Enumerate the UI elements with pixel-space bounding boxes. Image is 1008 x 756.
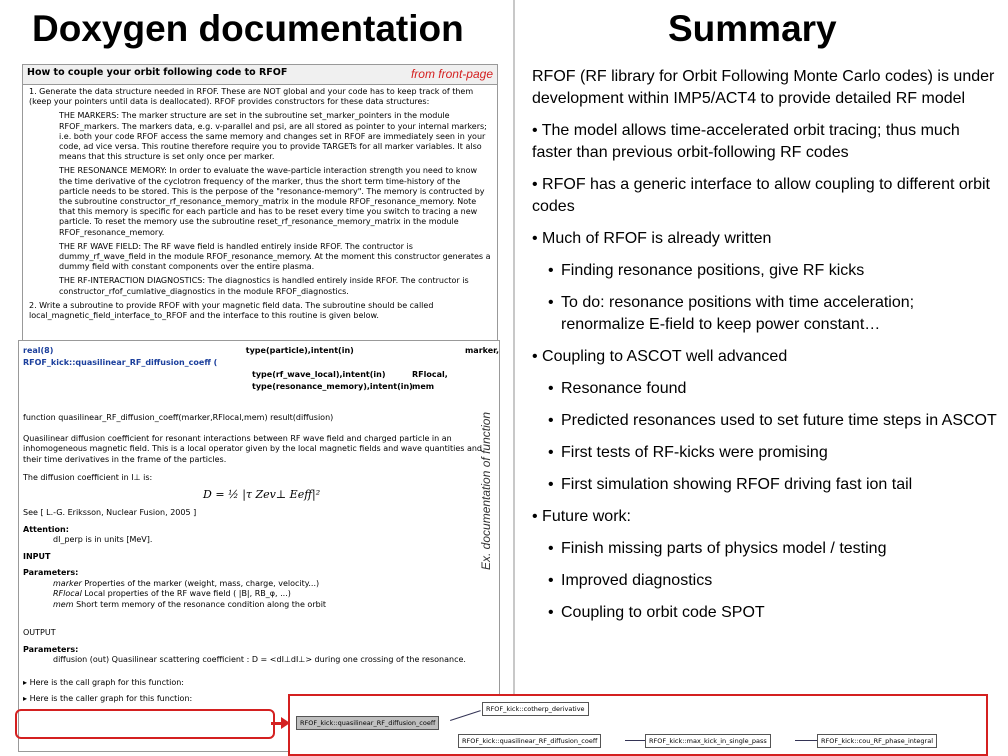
vertical-divider — [513, 0, 515, 756]
caller-graph-node-2[interactable]: RFOF_kick::cou_RF_phase_integral — [817, 734, 937, 748]
rotated-caption: Ex. documentation of function — [479, 411, 493, 570]
attention-text: dI_perp is in units [MeV]. — [53, 535, 153, 544]
step-2-text: 2. Write a subroutine to provide RFOF with your magnetic field data. The subroutine should be called local_magnetic_field_interface_to_RFOF and the interface to this routine is given below. — [29, 300, 434, 321]
caller-graph-edge — [795, 740, 817, 741]
sig-type-2: type(resonance_memory),intent(in) — [252, 382, 413, 391]
input-label: INPUT — [23, 551, 51, 561]
param-row: RFlocal Local properties of the RF wave field ( |B|, RB_φ, ...) — [53, 589, 291, 598]
see-reference: See [ L.-G. Eriksson, Nuclear Fusion, 2005 ] — [23, 508, 197, 517]
markers-text: THE MARKERS: The marker structure are set in the subroutine set_marker_pointers in the module RFOF_markers. The markers data, e.g. v-parallel and psi, are all stored as pointer to your internal markers; i.e. both your code RFOF access the same memory and changes set in RFOF are immediately seen in your code, ad vice versa. This routine therefore require you to provide TARGETs for all marker variables. It also means that this structure is set only once per marker. — [59, 111, 487, 162]
function-declaration: function quasilinear_RF_diffusion_coeff(marker,RFlocal,mem) result(diffusion) — [23, 413, 334, 422]
resonance-memory-text: THE RESONANCE MEMORY: In order to evaluate the wave-particle interaction strength you need to know the time derivative of the cyclotron frequency of the marker, thus the short term time-history of the particle needs to be stored. This is the perpose of the "resonance-memory". The memory is contructed by the subroutine constructor_rf_resonance_memory_matrix in the module RFOF_resonance_memory. Note that this memory is specific for each particle and has to be reset every time you switch to tracing a new particle. To reset the memory use the subroutine reset_rf_resonance_memory_matrix in the module RFOF_resonance_memory. — [59, 166, 485, 237]
call-graph-root-node[interactable]: RFOF_kick::quasilinear_RF_diffusion_coeff — [296, 716, 439, 730]
output-label: OUTPUT — [23, 628, 56, 637]
param-row: mem Short term memory of the resonance condition along the orbit — [53, 599, 327, 609]
sig-arg-0: marker, — [464, 346, 499, 355]
summary-bullet-3: • Much of RFOF is already written — [532, 230, 772, 247]
function-description: Quasilinear diffusion coefficient for resonant interactions between RF wave field and charged particle in an inhomogeneous magnetic field. This is a local operator given by the local magnetic fields and wave quantities and their time derivatives in the frame of the particles. — [23, 433, 483, 464]
summary-sub-bullet: • To do: resonance positions with time acceleration; renormalize E-field to keep power constant… — [548, 294, 915, 333]
summary-bullet-1: • The model allows time-accelerated orbit tracing; thus much faster than previous orbit-following RF codes — [532, 122, 960, 161]
summary-sub-bullet: • First simulation showing RFOF driving fast ion tail — [548, 476, 913, 493]
call-graph-edge — [450, 710, 481, 721]
right-title: Summary — [668, 8, 837, 49]
caller-graph-node-1[interactable]: RFOF_kick::max_kick_in_single_pass — [645, 734, 771, 748]
summary-sub-bullet: • Finding resonance positions, give RF kicks — [548, 262, 865, 279]
summary-sub-bullet: • Coupling to orbit code SPOT — [548, 604, 765, 621]
frontpage-screenshot — [22, 64, 498, 348]
call-graph-image — [288, 694, 988, 756]
function-doc-screenshot — [18, 340, 500, 752]
function-name-link[interactable]: real(8) RFOF_kick::quasilinear_RF_diffusion_coeff ( — [23, 346, 218, 367]
parameters-label-2: Parameters: — [23, 644, 79, 654]
summary-bullet-2: • RFOF has a generic interface to allow coupling to different orbit codes — [532, 176, 990, 215]
summary-intro: RFOF (RF library for Orbit Following Monte Carlo codes) is under development within IMP5/ACT4 to provide detailed RF model — [532, 68, 995, 107]
caller-graph-edge — [625, 740, 645, 741]
rf-wave-text: THE RF WAVE FIELD: The RF wave field is handled entirely inside RFOF. The contructor is dummy_rf_wave_field in the module RFOF_resonance_memory. At the moment this constructor generates a dummy field with constant components over the entire plasma. — [59, 241, 491, 272]
call-graph-child-node[interactable]: RFOF_kick::cotherp_derivative — [482, 702, 589, 716]
summary-sub-bullet: • Improved diagnostics — [548, 572, 713, 589]
summary-text — [532, 66, 1002, 634]
caller-graph-node-0[interactable]: RFOF_kick::quasilinear_RF_diffusion_coeff — [458, 734, 601, 748]
summary-sub-bullet: • Predicted resonances used to set future time steps in ASCOT — [548, 412, 997, 429]
step-1-text: 1. Generate the data structure needed in RFOF. These are NOT global and your code has to keep track of them (keep your pointers until data is deallocated). RFOF provides constructors for these data structures: — [29, 87, 474, 107]
diagnostics-text: THE RF-INTERACTION DIAGNOSTICS: The diagnostics is handled entirely inside RFOF. The contructor is constructor_rfof_cumlative_diagnostics in the module RFOF_diagnostics. — [59, 276, 469, 296]
function-signature — [23, 345, 499, 393]
sig-type-1: type(rf_wave_local),intent(in) — [252, 370, 386, 379]
summary-sub-bullet: • Finish missing parts of physics model / testing — [548, 540, 887, 557]
param-row: marker Properties of the marker (weight, mass, charge, velocity...) — [53, 578, 320, 588]
coefficient-label: The diffusion coefficient in I⊥ is: — [23, 473, 153, 482]
diffusion-formula: D = ½ |τ Zev⊥ Eeff|² — [203, 487, 321, 501]
sig-type-0: type(particle),intent(in) — [245, 346, 354, 355]
frontpage-caption: from front-page — [410, 67, 493, 81]
parameters-label: Parameters: — [23, 568, 79, 577]
sig-arg-2: mem — [412, 382, 435, 391]
output-row: diffusion (out) Quasilinear scattering coefficient : D = <dI⊥dI⊥> during one crossing of the resonance. — [53, 655, 466, 664]
summary-sub-bullet: • Resonance found — [548, 380, 687, 397]
attention-label: Attention: — [23, 524, 69, 534]
call-graph-highlight — [15, 709, 275, 739]
call-graph-toggle[interactable]: ▸ Here is the call graph for this function: — [23, 677, 184, 687]
left-title: Doxygen documentation — [32, 8, 464, 49]
caller-graph-toggle[interactable]: ▸ Here is the caller graph for this function: — [23, 694, 193, 703]
summary-sub-bullet: • First tests of RF-kicks were promising — [548, 444, 828, 461]
summary-bullet-4: • Coupling to ASCOT well advanced — [532, 348, 788, 365]
frontpage-heading: How to couple your orbit following code to RFOF — [27, 67, 288, 78]
summary-bullet-5: • Future work: — [532, 508, 631, 525]
sig-arg-1: RFlocal, — [412, 370, 448, 379]
frontpage-header — [23, 65, 497, 85]
